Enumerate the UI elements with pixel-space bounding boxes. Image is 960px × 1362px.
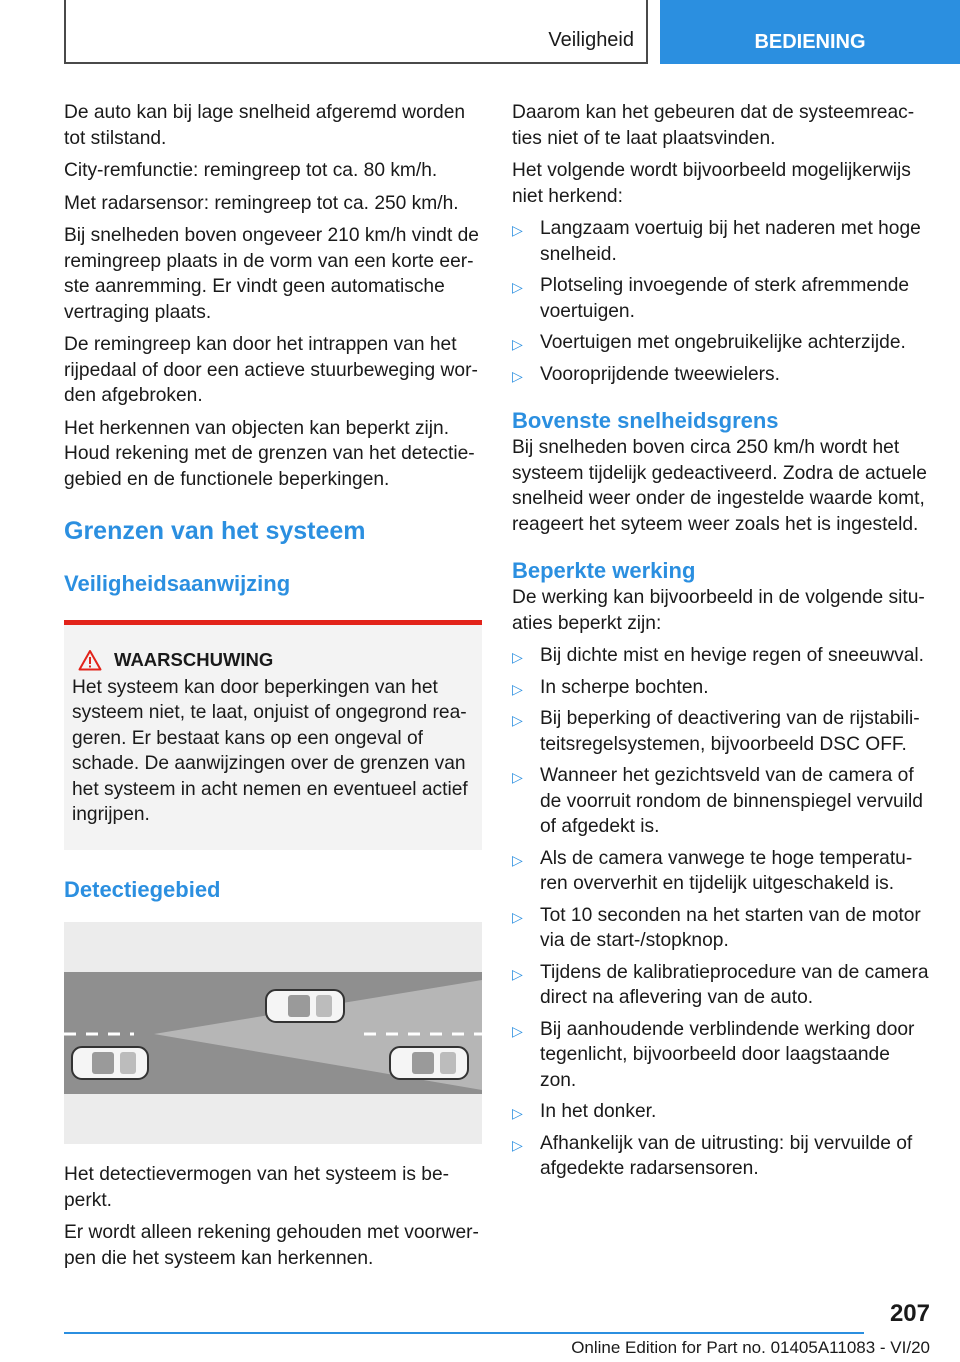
- paragraph: Het volgende wordt bijvoorbeeld mogelijkerwijs niet herkend:: [512, 160, 911, 207]
- paragraph: Daarom kan het gebeuren dat de systeemreac-ties niet of te laat plaatsvinden.: [512, 102, 915, 149]
- car-ahead-icon: [266, 990, 344, 1022]
- header-section-box: [64, 0, 648, 64]
- triangle-bullet-icon: ▷: [512, 769, 523, 785]
- list-item: ▷ In het donker.: [512, 1099, 930, 1125]
- list-item: ▷ Vooroprijdende tweewielers.: [512, 362, 930, 388]
- triangle-bullet-icon: ▷: [512, 1022, 523, 1039]
- footer-divider: [64, 1332, 864, 1334]
- warning-box: [64, 620, 482, 850]
- list-item: ▷ Langzaam voertuig bij het naderen met hoge snelheid.: [512, 218, 921, 265]
- paragraph: Bij snelheden boven circa 250 km/h wordt het systeem tijdelijk gedeactiveerd. Zodra de actuele snelheid weer onder de ingestelde waarde komt, reageert het syteem weer zoals het is ingesteld.: [512, 437, 927, 535]
- triangle-bullet-icon: ▷: [512, 336, 523, 352]
- paragraph: Het detectievermogen van het systeem is be-perkt.: [64, 1164, 450, 1211]
- left-column: [64, 100, 482, 1278]
- paragraph: De werking kan bijvoorbeeld in de volgende situ-aties beperkt zijn:: [512, 587, 925, 634]
- triangle-bullet-icon: ▷: [512, 649, 523, 665]
- triangle-bullet-icon: ▷: [512, 222, 523, 238]
- triangle-bullet-icon: ▷: [512, 965, 523, 982]
- paragraph: Met radarsensor: remingreep tot ca. 250 km/h.: [64, 192, 459, 214]
- list-item: ▷ Voertuigen met ongebruikelijke achterzijde.: [512, 330, 930, 356]
- header-section-label: Veiligheid: [548, 29, 634, 51]
- triangle-bullet-icon: ▷: [512, 712, 523, 728]
- section-title: Grenzen van het systeem: [64, 517, 366, 545]
- footer-edition-text: Online Edition for Part no. 01405A11083 - VI/20: [571, 1338, 930, 1357]
- car-same-lane-icon: [390, 1047, 468, 1079]
- list-item: ▷ Wanneer het gezichtsveld van de camera of de voorruit rondom de binnenspiegel vervuild of afgedekt is.: [512, 765, 923, 837]
- triangle-bullet-icon: ▷: [512, 851, 523, 868]
- triangle-bullet-icon: ▷: [512, 680, 523, 697]
- header-chapter-label: BEDIENING: [754, 31, 866, 53]
- list-item: ▷ Tot 10 seconden na het starten van de motor via de start-/stopknop.: [512, 904, 921, 951]
- detection-area-diagram: [64, 922, 482, 1144]
- warning-body: Het systeem kan door beperkingen van het systeem niet, te laat, onjuist of ongegrond rea-geren. Er bestaat kans op een ongeval of schade. De aanwijzingen over de grenzen van het systeem in acht nemen en eventueel actief ingrijpen.: [72, 676, 468, 825]
- triangle-bullet-icon: ▷: [512, 1136, 523, 1153]
- page-number: 207: [889, 1300, 930, 1327]
- warning-title: WAARSCHUWING: [114, 649, 274, 670]
- list-item: ▷ Plotseling invoegende of sterk afremmende voertuigen.: [512, 275, 910, 322]
- subsection-title-detection: Detectiegebied: [64, 877, 221, 902]
- list-item: ▷ Bij aanhoudende verblindende werking door tegenlicht, bijvoorbeeld door laagstaande zon.: [512, 1018, 915, 1091]
- not-recognized-list: [512, 216, 930, 387]
- detection-area-illustration: [64, 922, 482, 1144]
- warning-triangle-icon: [78, 649, 102, 671]
- triangle-bullet-icon: ▷: [512, 367, 523, 384]
- header-chapter-tab[interactable]: [660, 0, 960, 64]
- paragraph: Er wordt alleen rekening gehouden met voorwer-pen die het systeem kan herkennen.: [64, 1222, 479, 1269]
- right-column: [512, 100, 930, 1189]
- subsection-title-limited: Beperkte werking: [512, 558, 696, 583]
- triangle-bullet-icon: ▷: [512, 908, 523, 925]
- car-ego-icon: [72, 1047, 148, 1079]
- triangle-bullet-icon: ▷: [512, 279, 523, 295]
- list-item: ▷ Afhankelijk van de uitrusting: bij vervuilde of afgedekte radarsensoren.: [512, 1132, 913, 1179]
- paragraph: Bij snelheden boven ongeveer 210 km/h vindt de remingreep plaats in de vorm van een korte eer-ste aanremming. Er vindt geen automatische vertraging plaats.: [64, 225, 479, 323]
- list-item: ▷ Bij beperking of deactivering van de rijstabili-teitsregelsystemen, bijvoorbeeld DSC OFF.: [512, 708, 920, 755]
- list-item: ▷ In scherpe bochten.: [512, 675, 930, 701]
- subsection-title-upper-limit: Bovenste snelheidsgrens: [512, 408, 779, 433]
- paragraph: De remingreep kan door het intrappen van het rijpedaal of door een actieve stuurbeweging wor-den afgebroken.: [64, 334, 478, 406]
- limited-operation-list: [512, 643, 930, 1182]
- subsection-title-safety: Veiligheidsaanwijzing: [64, 571, 291, 596]
- paragraph: Het herkennen van objecten kan beperkt zijn. Houd rekening met de grenzen van het detectie-gebied en de functionele beperkingen.: [64, 417, 475, 490]
- triangle-bullet-icon: ▷: [512, 1105, 523, 1121]
- paragraph: De auto kan bij lage snelheid afgeremd worden tot stilstand.: [64, 102, 466, 149]
- list-item: ▷ Als de camera vanwege te hoge temperatu-ren oververhit en tijdelijk uitgeschakeld is.: [512, 847, 913, 894]
- paragraph: City-remfunctie: remingreep tot ca. 80 km/h.: [64, 160, 438, 181]
- warning-header: [72, 647, 472, 673]
- list-item: ▷ Bij dichte mist en hevige regen of sneeuwval.: [512, 643, 930, 669]
- list-item: ▷ Tijdens de kalibratieprocedure van de camera direct na aflevering van de auto.: [512, 961, 929, 1008]
